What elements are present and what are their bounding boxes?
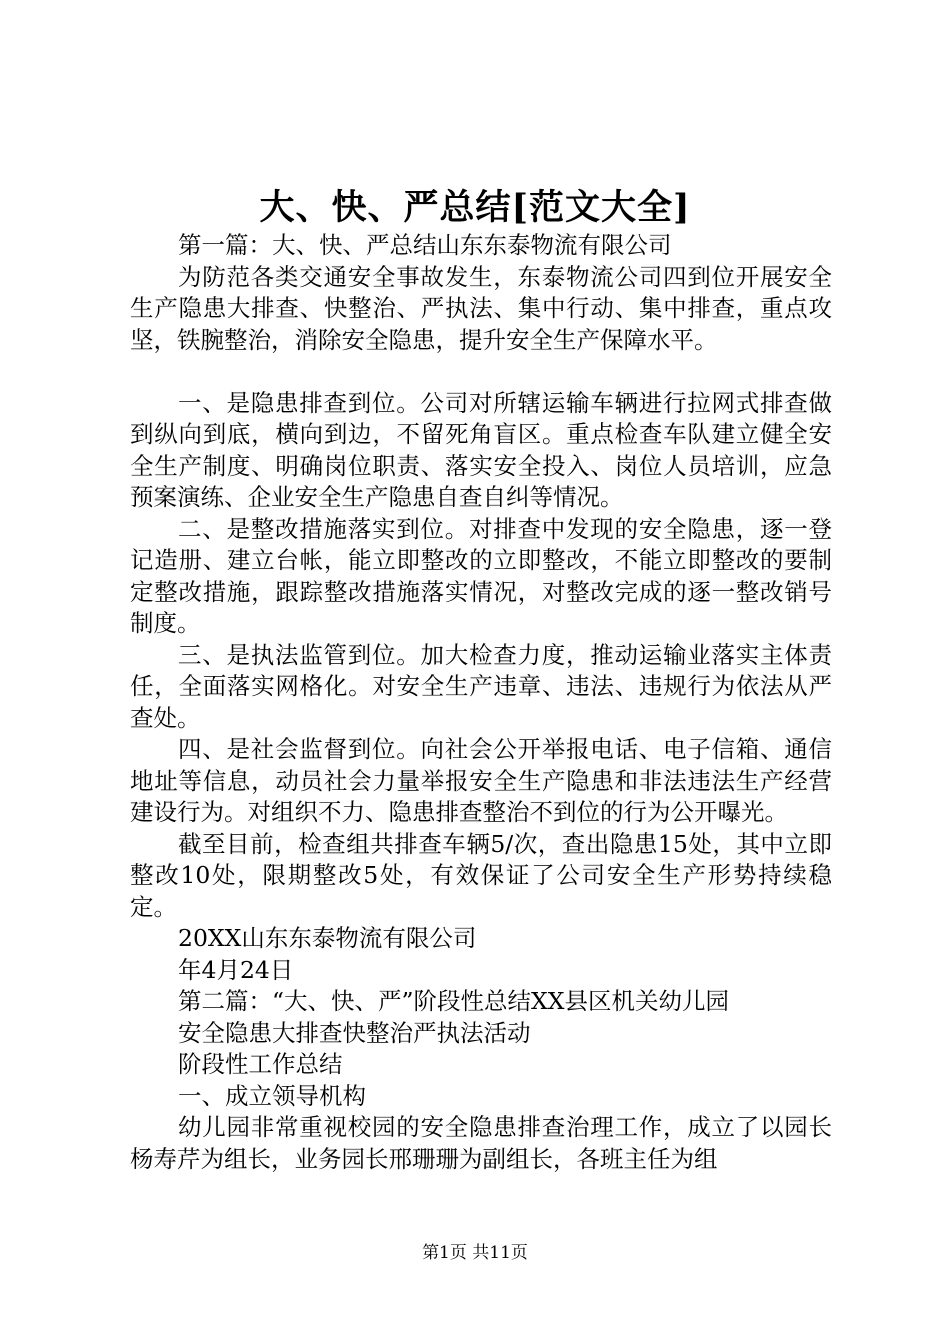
paragraph-part-two-subtitle-2: 阶段性工作总结 [178, 1050, 343, 1078]
document-body [130, 230, 832, 1175]
paragraph-point-two: 二、是整改措施落实到位。对排查中发现的安全隐患，逐一登记造册、建立台帐，能立即整改的立即整改，不能立即整改的要制定整改措施，跟踪整改措施落实情况，对整改完成的逐一整改销号制度。 [130, 514, 832, 637]
document-title: 大、快、严总结[范文大全] [259, 187, 691, 228]
paragraph-spacer [130, 356, 832, 388]
paragraph-point-three: 三、是执法监管到位。加大检查力度，推动运输业落实主体责任，全面落实网格化。对安全生产违章、违法、违规行为依法从严查处。 [130, 640, 832, 732]
paragraph-signature-date: 年4月24日 [178, 955, 294, 984]
paragraph-summary: 截至目前，检查组共排查车辆5/次，查出隐患15处，其中立即整改10处，限期整改5处，有效保证了公司安全生产形势持续稳定。 [130, 829, 832, 921]
paragraph-part-two-heading: 第二篇：“大、快、严”阶段性总结XX县区机关幼儿园 [178, 987, 729, 1015]
paragraph-signature-company: 20XX山东东泰物流有限公司 [178, 924, 477, 952]
paragraph-point-four: 四、是社会监督到位。向社会公开举报电话、电子信箱、通信地址等信息，动员社会力量举报安全生产隐患和非法违法生产经营建设行为。对组织不力、隐患排查整治不到位的行为公开曝光。 [130, 735, 832, 826]
paragraph-part-one-heading: 第一篇：大、快、严总结山东东泰物流有限公司 [178, 231, 672, 259]
paragraph-part-two-subtitle: 安全隐患大排查快整治严执法活动 [178, 1018, 531, 1047]
paragraph-section-body: 幼儿园非常重视校园的安全隐患排查治理工作，成立了以园长杨寿芹为组长，业务园长邢珊珊为副组长，各班主任为组 [130, 1113, 832, 1173]
paragraph-intro: 为防范各类交通安全事故发生，东泰物流公司四到位开展安全生产隐患大排查、快整治、严执法、集中行动、集中排查，重点攻坚，铁腕整治，消除安全隐患，提升安全生产保障水平。 [130, 262, 832, 354]
page-footer: 第1页 共11页 [422, 1243, 528, 1263]
paragraph-point-one: 一、是隐患排查到位。公司对所辖运输车辆进行拉网式排查做到纵向到底，横向到边，不留死角盲区。重点检查车队建立健全安全生产制度、明确岗位职责、落实安全投入、岗位人员培训，应急预案演练、企业安全生产隐患自查自纠等情况。 [130, 388, 832, 511]
paragraph-section-heading: 一、成立领导机构 [178, 1081, 366, 1110]
